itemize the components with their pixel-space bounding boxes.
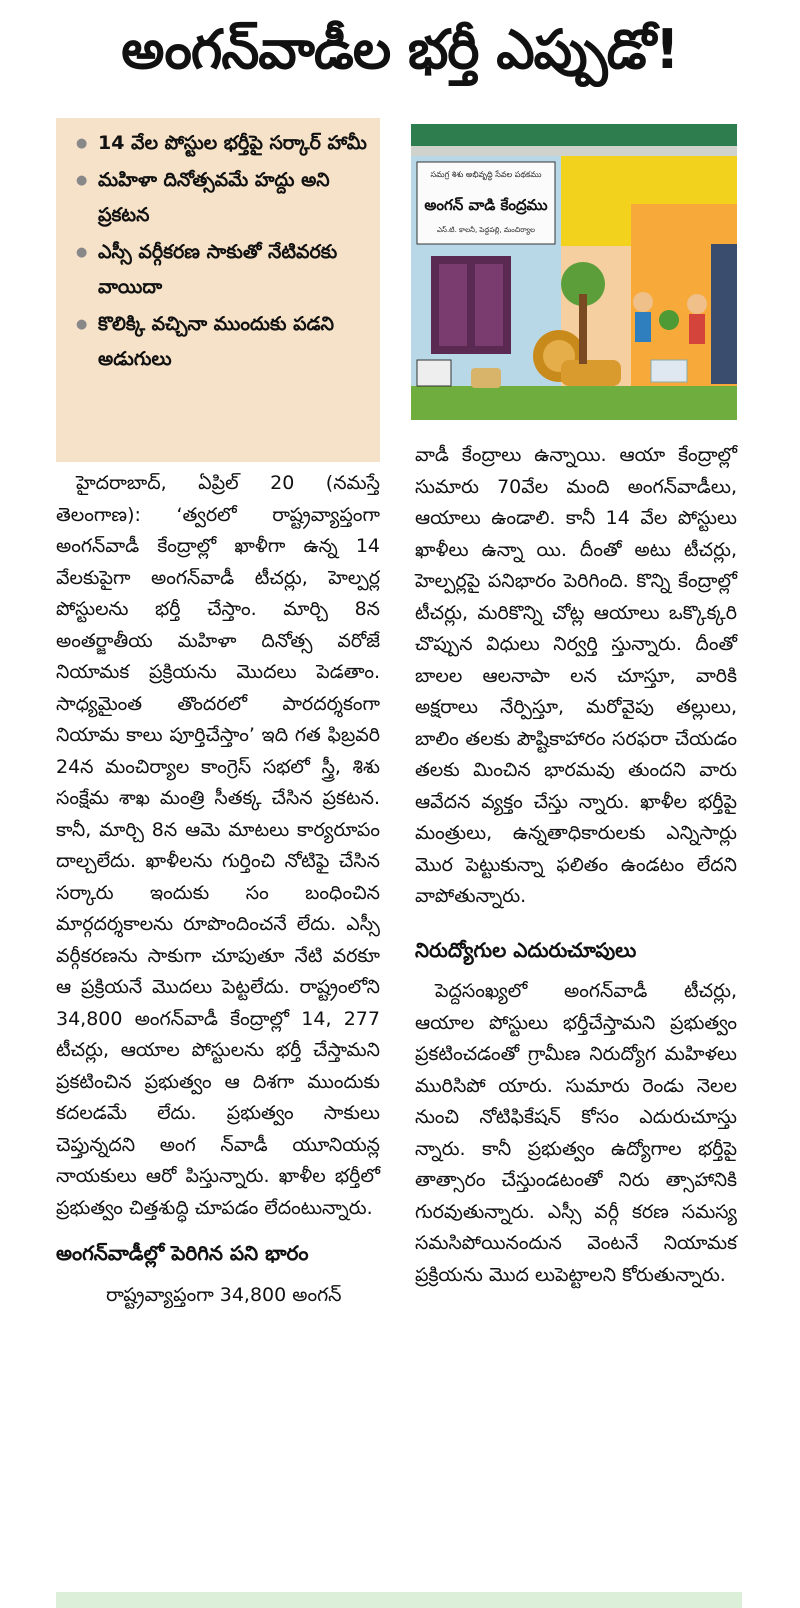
headline: అంగన్‌వాడీల భర్తీ ఎప్పుడో! xyxy=(121,18,679,81)
highlight-item: ● ఎస్సీ వర్గీకరణ సాకుతో నేటివరకు వాయిదా xyxy=(72,235,370,305)
sign-main-text: అంగన్ వాడి కేంద్రము xyxy=(424,196,548,214)
sign-bottom-text: ఎస్.టి. కాలనీ, పెద్దపల్లి, మంచిర్యాల xyxy=(437,226,535,234)
article-column-left xyxy=(56,468,380,1311)
anganwadi-center-photo xyxy=(411,124,737,420)
article-paragraph: రాష్ట్రవ్యాప్తంగా 34,800 అంగన్‌ xyxy=(106,1283,342,1306)
highlight-item: ● 14 వేల పోస్టుల భర్తీపై సర్కార్‌ హామీ xyxy=(72,126,370,161)
highlight-item: ● మహిళా దినోత్సవమే హద్దు అని ప్రకటన xyxy=(72,163,370,233)
highlights-box xyxy=(56,118,380,462)
article-paragraph: వాడీ కేంద్రాలు ఉన్నాయి. ఆయా కేంద్రాల్లో సుమారు 70వేల మంది అంగన్‌వాడీలు, ఆయాలు ఉండాలి. కానీ 14 వేల పోస్టులు ఖాళీలు ఉన్నా యి. దీంతో అటు టీచర్లు, హెల్పర్లపై పనిభారం పెరిగింది. కొన్ని కేంద్రాల్లో టీచర్లు, మరికొన్ని చోట్ల ఆయాలు ఒక్కొక్కరి చొప్పున విధులు నిర్వర్తి స్తున్నారు. దీంతో బాలల ఆలనాపా లన చూస్తూ, వారికి అక్షరాలు నేర్పిస్తూ, మరోవైపు తల్లులు, బాలిం తలకు పౌష్టికాహారం సరఫరా చేయడం తలకు మించిన భారమవు తుందని వారు ఆవేదన వ్యక్తం చేస్తు న్నారు. ఖాళీల భర్తీపై మంత్రులు, ఉన్నతాధికారులకు ఎన్నిసార్లు మొర పెట్టుకున్నా ఫలితం ఉండటం లేదని వాపోతున్నారు. xyxy=(415,444,737,907)
highlight-item: ● కొలిక్కి వచ్చినా ముందుకు పడని అడుగులు xyxy=(72,307,370,377)
highlights-list xyxy=(56,118,380,377)
article-paragraph: పెద్దసంఖ్యలో అంగన్‌వాడీ టీచర్లు, ఆయాల పోస్టులు భర్తీచేస్తామని ప్రభుత్వం ప్రకటించడంతో గ్రామీణ నిరుద్యోగ మహిళలు మురిసిపో యారు. సుమారు రెండు నెలల నుంచి నోటిఫికేషన్‌ కోసం ఎదురుచూస్తు న్నారు. కానీ ప్రభుత్వం ఉద్యోగాల భర్తీపై తాత్సారం చేస్తుండటంతో నిరు త్సాహానికి గురవుతున్నారు. ఎస్సీ వర్గీ కరణ సమస్య సమసిపోయినందున వెంటనే నియామక ప్రక్రియను మొద లుపెట్టాలని కోరుతున్నారు. xyxy=(415,980,737,1286)
article-paragraph: హైదరాబాద్‌, ఏప్రిల్‌ 20 (నమస్తే తెలంగాణ): ‘త్వరలో రాష్ట్రవ్యాప్తంగా అంగన్‌వాడీ కేంద్రాల్లో ఖాళీగా ఉన్న 14 వేలకుపైగా అంగన్‌వాడీ టీచర్లు, హెల్పర్ల పోస్టులను భర్తీ చేస్తాం. మార్చి 8న అంతర్జాతీయ మహిళా దినోత్స వరోజే నియామక ప్రక్రియను మొదలు పెడతాం. సాధ్యమైంత తొందరలో పారదర్శకంగా నియామ కాలు పూర్తిచేస్తాం’ ఇది గత ఫిబ్రవరి 24న మంచిర్యాల కాంగ్రెస్‌ సభలో స్త్రీ, శిశు సంక్షేమ శాఖ మంత్రి సీతక్క చేసిన ప్రకటన. కానీ, మార్చి 8న ఆమె మాటలు కార్యరూపం దాల్చలేదు. ఖాళీలను గుర్తించి నోటిఫై చేసిన సర్కారు ఇందుకు సం బంధించిన మార్గదర్శకాలను రూపొందించనే లేదు. ఎస్సీ వర్గీకరణను సాకుగా చూపుతూ నేటి వరకూ ఆ ప్రక్రియనే మొదలు పెట్టలేదు. రాష్ట్రంలోని 34,800 అంగన్‌వాడీ కేంద్రాల్లో 14, 277 టీచర్లు, ఆయాల పోస్టులను భర్తీ చేస్తామని ప్రకటించిన ప్రభుత్వం ఆ దిశగా ముందుకు కదలడమే లేదు. ప్రభుత్వం సాకులు చెప్తున్నదని అంగ న్‌వాడీ యూనియన్ల నాయకులు ఆరో పిస్తున్నారు. ఖాళీల భర్తీలో ప్రభుత్వం చిత్తశుద్ధి చూపడం లేదంటున్నారు. xyxy=(56,472,380,1219)
sign-top-text: సమగ్ర శిశు అభివృద్ధి సేవల పథకము xyxy=(430,170,542,179)
article-column-right xyxy=(415,440,737,1291)
footer-strip xyxy=(56,1592,742,1608)
article-subheading: నిరుద్యోగుల ఎదురుచూపులు xyxy=(415,937,637,962)
article-subheading: అంగన్‌వాడీల్లో పెరిగిన పని భారం xyxy=(56,1241,309,1265)
